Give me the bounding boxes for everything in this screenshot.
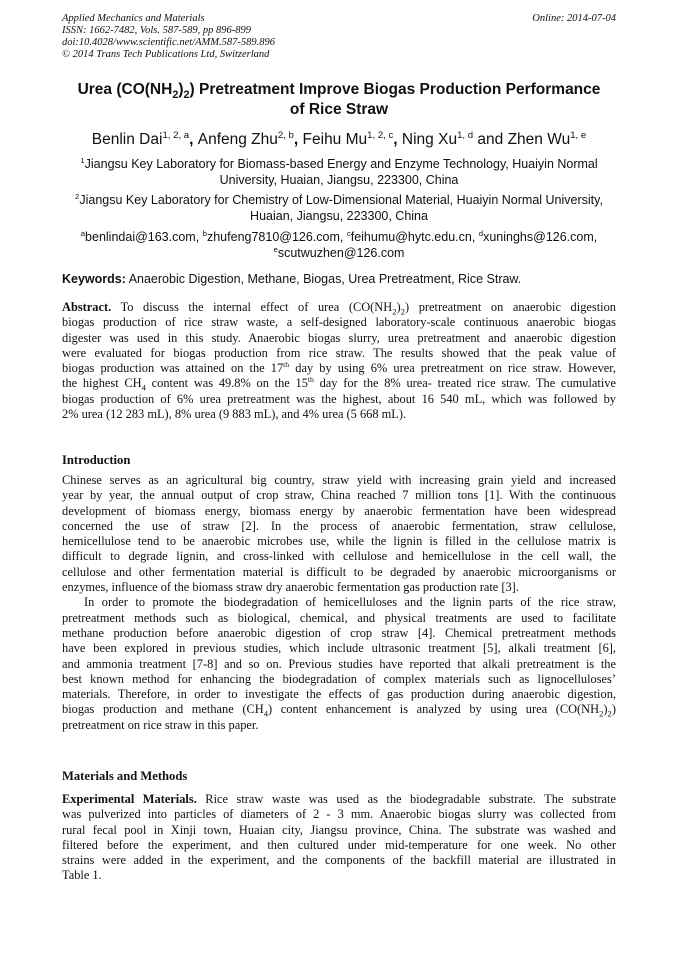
copyright-line: © 2014 Trans Tech Publications Ltd, Switzerland bbox=[62, 49, 270, 60]
abstract: Abstract. To discuss the internal effect of urea $(CO(NH_2)_2)$ pretreatment on anaerobic digestion biogas production of rice straw waste, a self-designed laboratory-scale continuous anaerobic biogas digester was used in this study. Anaerobic biogas slurry, urea pretreatment and anaerobic digestion were evaluated for biogas production from rice straw. The results showed that the peak value of biogas production was attained on the 17th day by using 6% urea pretreatment on rice straw. However, the highest $CH_4$ content was 49.8% on the 15th day for the 8% urea- treated rice straw. The cumulative biogas production of 6% urea pretreatment was the highest, about 16 540 mL, which was followed by 2% urea (12 283 mL), 8% urea (9 883 mL), and 4% urea (5 668 mL). bbox=[62, 300, 616, 422]
author-3: Feihu Mu$^{1, 2, c}$, bbox=[302, 129, 402, 148]
affiliation-1: $^1$Jiangsu Key Laboratory for Biomass-based Energy and Enzyme Technology, Huaiyin Normal University, Huaian, Jiangsu, 223300, China bbox=[80, 155, 598, 187]
keywords: Keywords: Anaerobic Digestion, Methane, Biogas, Urea Pretreatment, Rice Straw. bbox=[62, 272, 522, 286]
methods-body: Experimental Materials. Rice straw waste was used as the biodegradable substrate. The substrate was pulverized into particles of diameters of 2 - 3 mm. Anaerobic biogas slurry was collected from rural fecal pool in Xinji town, Huaian city, Jiangsu province, China. The substrate was washed and filtered before the experiment, and then cultured under mid-temperature for one week. No other strains were added in the experiment, and the components of the backfill material are illustrated in Table 1. bbox=[62, 792, 616, 883]
author-5: Zhen Wu$^{1, e}$ bbox=[507, 129, 587, 148]
email-link[interactable]: scutwuzhen@126.com bbox=[277, 246, 405, 260]
email-link[interactable]: benlindai@163.com, bbox=[85, 230, 203, 244]
author-2: Anfeng Zhu$^{2, b}$, bbox=[197, 129, 303, 148]
experimental-materials-label: Experimental Materials. bbox=[62, 792, 197, 806]
journal-name: Applied Mechanics and Materials bbox=[62, 13, 205, 24]
author-1: Benlin Dai$^{1, 2, a}$, bbox=[91, 129, 198, 148]
online-date: Online: 2014-07-04 bbox=[532, 13, 616, 24]
email-link[interactable]: zhufeng7810@126.com, bbox=[206, 230, 347, 244]
email-link[interactable]: xuninghs@126.com, bbox=[483, 230, 598, 244]
introduction-body: Chinese serves as an agricultural big country, straw yield with increasing grain yield and increased year by year, the annual output of crop straw, China reached 7 million tons [1]. With the continuous development of biomass energy, biomass energy by anaerobic fermentation have been widespread concerned the use of straw [2]. In the process of anaerobic fermentation, straw cellulose, hemicellulose tend to be anaerobic microbes use, while the lignin is filled in the cellulose matrix is difficult to degrade lignin, and cross-linked with cellulose and hemicellulose in the cell wall, the cellulose and other fermentation material is difficult to be degraded by anaerobic microorganisms or enzymes, influence of the biomass straw dry anaerobic fermentation gas production rate [3]. In order to promote the biodegradation of hemicelluloses and the lignin parts of the rice straw, pretreatment methods such as biological, chemical, and physical treatments are used to facilitate methane production before anaerobic digestion of crop straw [4]. Chemical pretreatment methods have been explored in previous studies, which include ultrasonic treatment [5], alkali treatment [6], and ammonia treatment [7-8] and so on. Previous studies have reported that alkali pretreatment is the best known method for enhancing the biodegradation of complex materials such as lignocelluloses’ materials. Therefore, in order to investigate the effects of gas production during anaerobic digestion, biogas production and methane $(CH_4)$ content enhancement is analyzed by using urea $(CO(NH_2)_2)$ pretreatment on rice straw in this paper. bbox=[62, 473, 617, 732]
doi-line: doi:10.4028/www.scientific.net/AMM.587-589.896 bbox=[62, 37, 275, 48]
keywords-label: Keywords: bbox=[62, 272, 126, 286]
affiliation-2: $^2$Jiangsu Key Laboratory for Chemistry of Low-Dimensional Material, Huaiyin Normal University, Huaian, Jiangsu, 223300, China bbox=[75, 191, 603, 223]
section-heading-methods: Materials and Methods bbox=[62, 769, 188, 783]
author-4: Ning Xu$^{1, d}$ and bbox=[401, 129, 508, 148]
issn-line: ISSN: 1662-7482, Vols. 587-589, pp 896-899 bbox=[62, 25, 251, 36]
paper-title: Urea $(CO(NH_2)_2)$ Pretreatment Improve Biogas Production Performance of Rice Straw bbox=[77, 81, 601, 118]
journal-header bbox=[62, 13, 616, 61]
abstract-label: Abstract. bbox=[62, 300, 112, 314]
email-link[interactable]: feihumu@hytc.edu.cn, bbox=[350, 230, 479, 244]
author-list bbox=[62, 130, 616, 150]
author-emails: $^a$benlindai@163.com, $^b$zhufeng7810@126.com, $^c$feihumu@hytc.edu.cn, $^d$xuninghs@126.com, $^e$scutwuzhen@126.com bbox=[80, 228, 598, 260]
section-heading-introduction: Introduction bbox=[62, 453, 131, 467]
